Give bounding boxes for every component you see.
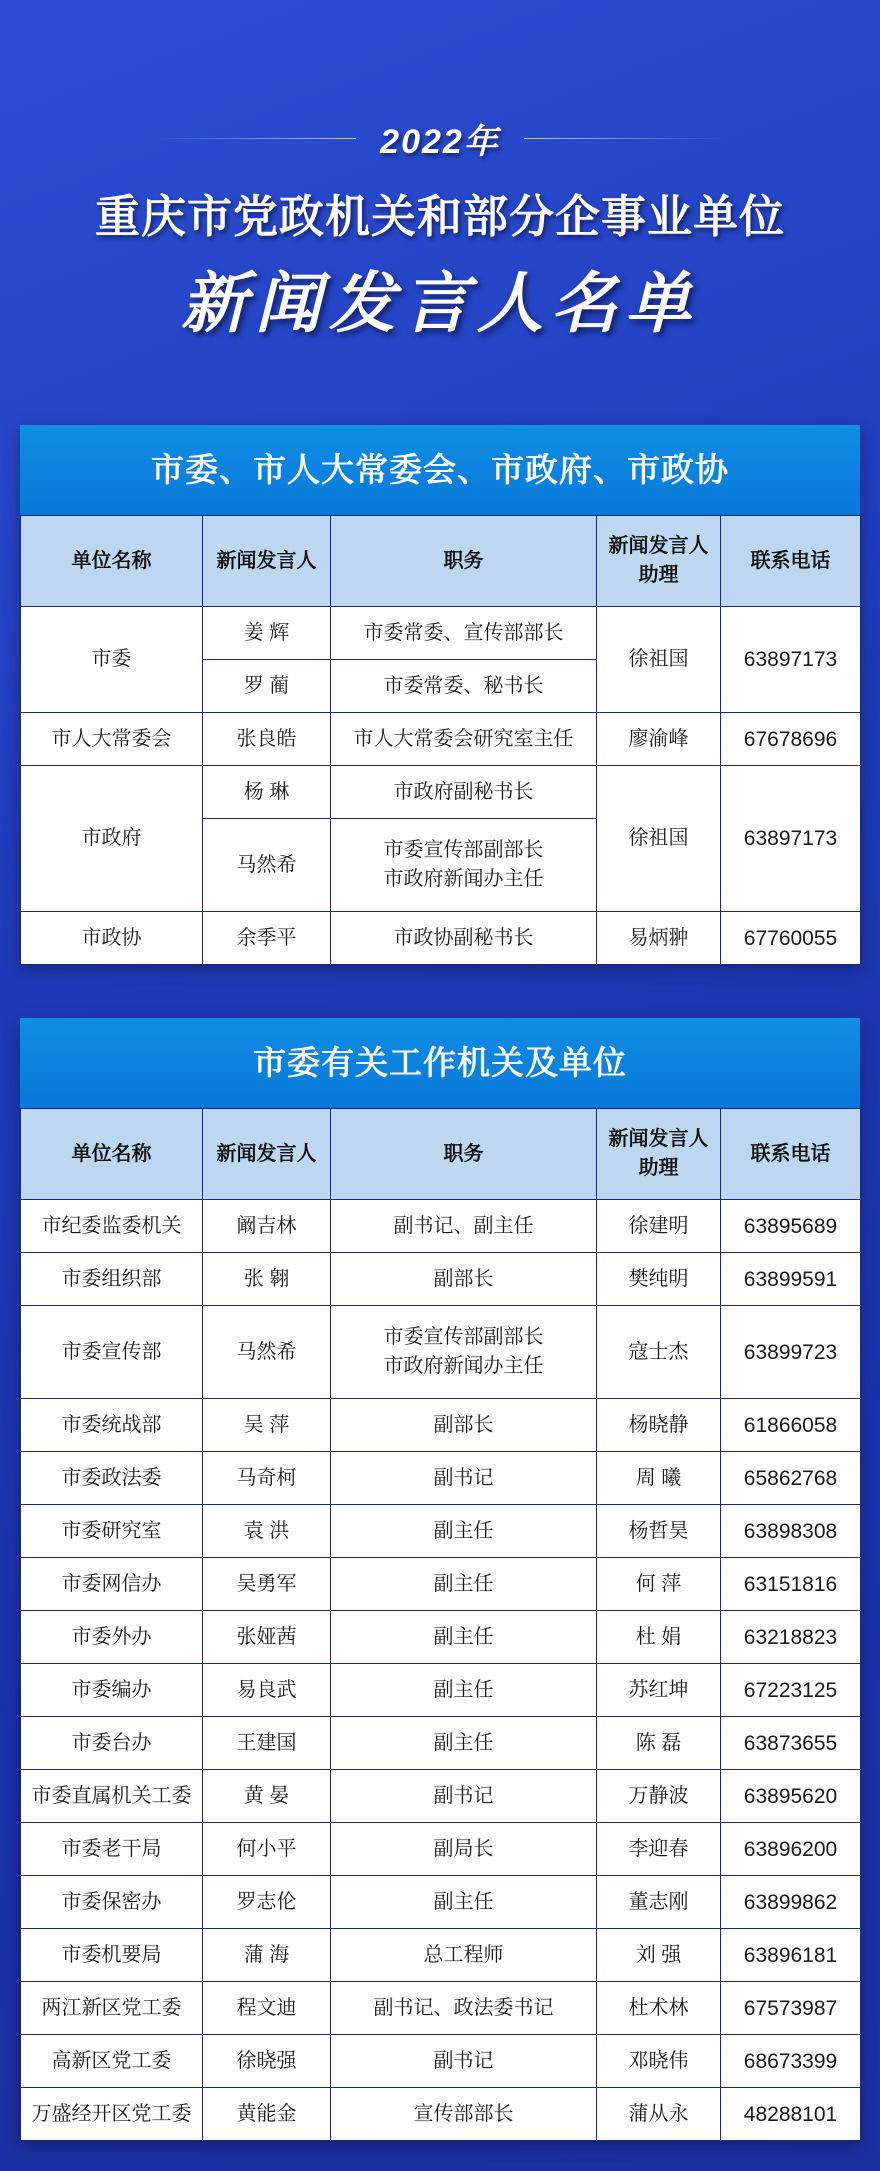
unit-cell: 市纪委监委机关: [21, 1200, 203, 1253]
unit-cell: 市委: [21, 607, 203, 713]
assistant-cell: 杨晓静: [597, 1399, 721, 1452]
col-position: 职务: [331, 1109, 597, 1200]
table-body: [21, 1200, 861, 2141]
position-cell: 市委宣传部副部长 市政府新闻办主任: [331, 819, 597, 912]
assistant-cell: 李迎春: [597, 1823, 721, 1876]
phone-cell: 63895620: [721, 1770, 861, 1823]
speaker-cell: 黄能金: [203, 2088, 331, 2141]
table-row: [21, 1611, 861, 1664]
position-cell: 副主任: [331, 1664, 597, 1717]
phone-cell: 67760055: [721, 912, 861, 965]
section-title: 市委、市人大常委会、市政府、市政协: [20, 425, 860, 515]
table-row: [21, 1253, 861, 1306]
speaker-cell: 蒲 海: [203, 1929, 331, 1982]
spokesperson-table: [20, 1108, 861, 2141]
assistant-cell: 徐祖国: [597, 607, 721, 713]
assistant-cell: 邓晓伟: [597, 2035, 721, 2088]
speaker-cell: 姜 辉: [203, 607, 331, 660]
speaker-cell: 马然希: [203, 819, 331, 912]
table-row: [21, 1399, 861, 1452]
unit-cell: 市委政法委: [21, 1452, 203, 1505]
position-cell: 副书记: [331, 2035, 597, 2088]
phone-cell: 63897173: [721, 766, 861, 912]
phone-cell: 48288101: [721, 2088, 861, 2141]
title-line-2: 新闻发言人名单: [181, 266, 699, 340]
assistant-cell: 樊纯明: [597, 1253, 721, 1306]
speaker-cell: 罗 蔺: [203, 660, 331, 713]
speaker-cell: 徐晓强: [203, 2035, 331, 2088]
unit-cell: 市委研究室: [21, 1505, 203, 1558]
table-row: [21, 1558, 861, 1611]
speaker-cell: 程文迪: [203, 1982, 331, 2035]
speaker-cell: 袁 洪: [203, 1505, 331, 1558]
phone-cell: 63873655: [721, 1717, 861, 1770]
unit-cell: 市委统战部: [21, 1399, 203, 1452]
phone-cell: 63899723: [721, 1306, 861, 1399]
phone-cell: 67223125: [721, 1664, 861, 1717]
section-title: 市委有关工作机关及单位: [20, 1018, 860, 1108]
speaker-cell: 黄 晏: [203, 1770, 331, 1823]
position-cell: 副主任: [331, 1611, 597, 1664]
phone-cell: 63899862: [721, 1876, 861, 1929]
col-assistant: 新闻发言人 助理: [597, 516, 721, 607]
position-cell: 副主任: [331, 1876, 597, 1929]
table-row: [21, 1306, 861, 1399]
section-party-organs: [20, 1018, 860, 2141]
table-row: [21, 1770, 861, 1823]
position-cell: 市委常委、秘书长: [331, 660, 597, 713]
unit-cell: 市政府: [21, 766, 203, 912]
year-label: 2022年: [380, 122, 500, 161]
assistant-cell: 廖渝峰: [597, 713, 721, 766]
position-cell: 副部长: [331, 1399, 597, 1452]
speaker-cell: 马奇柯: [203, 1452, 331, 1505]
position-cell: 宣传部部长: [331, 2088, 597, 2141]
unit-cell: 市委直属机关工委: [21, 1770, 203, 1823]
table-row: [21, 1717, 861, 1770]
table-header-row: [21, 1109, 861, 1200]
table-row: [21, 1505, 861, 1558]
phone-cell: 63897173: [721, 607, 861, 713]
position-cell: 副主任: [331, 1505, 597, 1558]
position-cell: 市人大常委会研究室主任: [331, 713, 597, 766]
assistant-cell: 杜术林: [597, 1982, 721, 2035]
col-speaker: 新闻发言人: [203, 1109, 331, 1200]
position-cell: 副书记: [331, 1452, 597, 1505]
position-cell: 副书记、副主任: [331, 1200, 597, 1253]
table-row: [21, 1876, 861, 1929]
unit-cell: 市委保密办: [21, 1876, 203, 1929]
unit-cell: 市委机要局: [21, 1929, 203, 1982]
table-row: [21, 1929, 861, 1982]
spokesperson-table: [20, 515, 861, 965]
decorative-line-left: [156, 138, 356, 139]
unit-cell: 市委外办: [21, 1611, 203, 1664]
position-cell: 副书记: [331, 1770, 597, 1823]
speaker-cell: 马然希: [203, 1306, 331, 1399]
year-row: [0, 118, 880, 161]
position-cell: 市政协副秘书长: [331, 912, 597, 965]
table-row: [21, 1823, 861, 1876]
col-speaker: 新闻发言人: [203, 516, 331, 607]
page-header: [0, 0, 880, 400]
assistant-cell: 寇士杰: [597, 1306, 721, 1399]
decorative-line-right: [524, 138, 724, 139]
speaker-cell: 余季平: [203, 912, 331, 965]
unit-cell: 市政协: [21, 912, 203, 965]
assistant-cell: 万静波: [597, 1770, 721, 1823]
position-cell: 副主任: [331, 1558, 597, 1611]
table-row: [21, 2035, 861, 2088]
table-header-row: [21, 516, 861, 607]
phone-cell: 63218823: [721, 1611, 861, 1664]
speaker-cell: 张 翱: [203, 1253, 331, 1306]
table-row: [21, 1982, 861, 2035]
assistant-cell: 陈 磊: [597, 1717, 721, 1770]
speaker-cell: 张娅茜: [203, 1611, 331, 1664]
unit-cell: 市委宣传部: [21, 1306, 203, 1399]
assistant-cell: 徐祖国: [597, 766, 721, 912]
position-cell: 市政府副秘书长: [331, 766, 597, 819]
table-row: [21, 766, 861, 819]
assistant-cell: 董志刚: [597, 1876, 721, 1929]
phone-cell: 65862768: [721, 1452, 861, 1505]
speaker-cell: 吴 萍: [203, 1399, 331, 1452]
position-cell: 副局长: [331, 1823, 597, 1876]
unit-cell: 高新区党工委: [21, 2035, 203, 2088]
title-line-1: 重庆市党政机关和部分企事业单位: [94, 191, 785, 242]
assistant-cell: 杜 娟: [597, 1611, 721, 1664]
col-assistant: 新闻发言人 助理: [597, 1109, 721, 1200]
position-cell: 副部长: [331, 1253, 597, 1306]
assistant-cell: 何 萍: [597, 1558, 721, 1611]
phone-cell: 63896181: [721, 1929, 861, 1982]
phone-cell: 63899591: [721, 1253, 861, 1306]
unit-cell: 万盛经开区党工委: [21, 2088, 203, 2141]
assistant-cell: 易炳翀: [597, 912, 721, 965]
speaker-cell: 罗志伦: [203, 1876, 331, 1929]
position-cell: 总工程师: [331, 1929, 597, 1982]
col-phone: 联系电话: [721, 516, 861, 607]
speaker-cell: 阚吉林: [203, 1200, 331, 1253]
phone-cell: 61866058: [721, 1399, 861, 1452]
position-cell: 市委常委、宣传部部长: [331, 607, 597, 660]
speaker-cell: 易良武: [203, 1664, 331, 1717]
col-unit: 单位名称: [21, 516, 203, 607]
unit-cell: 市委网信办: [21, 1558, 203, 1611]
unit-cell: 市人大常委会: [21, 713, 203, 766]
phone-cell: 63895689: [721, 1200, 861, 1253]
phone-cell: 68673399: [721, 2035, 861, 2088]
assistant-cell: 徐建明: [597, 1200, 721, 1253]
assistant-cell: 苏红坤: [597, 1664, 721, 1717]
table-row: [21, 607, 861, 660]
unit-cell: 市委老干局: [21, 1823, 203, 1876]
table-row: [21, 1200, 861, 1253]
unit-cell: 两江新区党工委: [21, 1982, 203, 2035]
phone-cell: 63151816: [721, 1558, 861, 1611]
phone-cell: 63898308: [721, 1505, 861, 1558]
speaker-cell: 杨 琳: [203, 766, 331, 819]
assistant-cell: 杨哲昊: [597, 1505, 721, 1558]
speaker-cell: 吴勇军: [203, 1558, 331, 1611]
table-row: [21, 912, 861, 965]
assistant-cell: 周 曦: [597, 1452, 721, 1505]
phone-cell: 67573987: [721, 1982, 861, 2035]
position-cell: 副主任: [331, 1717, 597, 1770]
col-position: 职务: [331, 516, 597, 607]
speaker-cell: 何小平: [203, 1823, 331, 1876]
col-unit: 单位名称: [21, 1109, 203, 1200]
phone-cell: 63896200: [721, 1823, 861, 1876]
col-phone: 联系电话: [721, 1109, 861, 1200]
unit-cell: 市委台办: [21, 1717, 203, 1770]
assistant-cell: 蒲从永: [597, 2088, 721, 2141]
assistant-cell: 刘 强: [597, 1929, 721, 1982]
table-row: [21, 713, 861, 766]
position-cell: 副书记、政法委书记: [331, 1982, 597, 2035]
position-cell: 市委宣传部副部长 市政府新闻办主任: [331, 1306, 597, 1399]
speaker-cell: 张良皓: [203, 713, 331, 766]
table-row: [21, 1664, 861, 1717]
table-row: [21, 2088, 861, 2141]
unit-cell: 市委组织部: [21, 1253, 203, 1306]
speaker-cell: 王建国: [203, 1717, 331, 1770]
table-row: [21, 1452, 861, 1505]
unit-cell: 市委编办: [21, 1664, 203, 1717]
section-leadership: [20, 425, 860, 965]
phone-cell: 67678696: [721, 713, 861, 766]
